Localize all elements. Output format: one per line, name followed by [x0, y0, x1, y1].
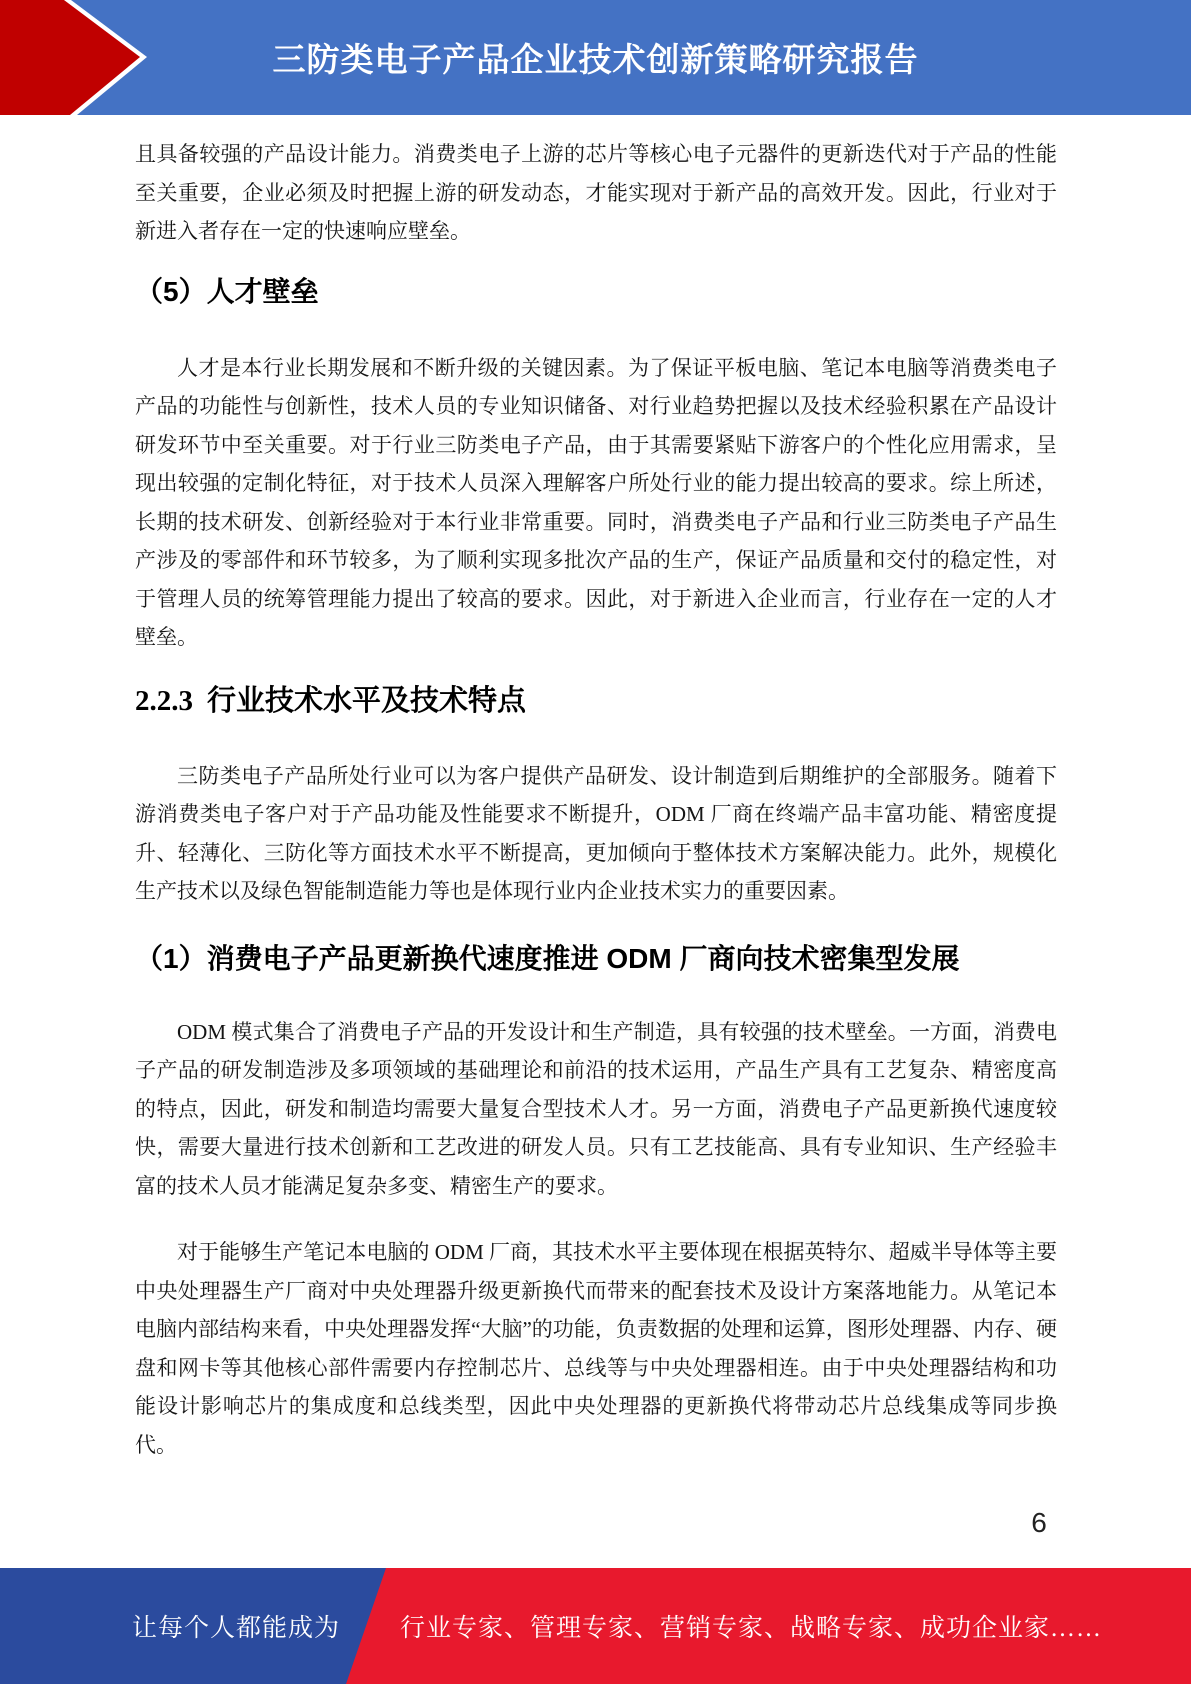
paragraph-intro-continuation: 且具备较强的产品设计能力。消费类电子上游的芯片等核心电子元器件的更新迭代对于产品的性能至关重要，企业必须及时把握上游的研发动态，才能实现对于新产品的高效开发。因此，行业对于新进入者存在一定的快速响应壁垒。 [135, 142, 1057, 243]
heading-odm-upgrade-trend: （1）消费电子产品更新换代速度推进 ODM 厂商向技术密集型发展 [135, 942, 960, 974]
heading-section-text: 行业技术水平及技术特点 [207, 684, 527, 717]
report-title: 三防类电子产品企业技术创新策略研究报告 [272, 41, 919, 78]
paragraph-odm-notebook-cpu: 对于能够生产笔记本电脑的 ODM 厂商，其技术水平主要体现在根据英特尔、超威半导体等主要中央处理器生产厂商对中央处理器升级更新换代而带来的配套技术及设计方案落地能力。从笔记本电脑内部结构来看，中央处理器发挥“大脑”的功能，负责数据的处理和运算，图形处理器、内存、硬盘和网卡等其他核心部件需要内存控制芯片、总线等与中央处理器相连。由于中央处理器结构和功能设计影响芯片的集成度和总线类型，因此中央处理器的更新换代将带动芯片总线集成等同步换代。 [135, 1240, 1057, 1457]
page-footer [0, 1568, 1191, 1684]
page-number: 6 [1031, 1507, 1047, 1538]
paragraph-odm-model: ODM 模式集合了消费电子产品的开发设计和生产制造，具有较强的技术壁垒。一方面，消费电子产品的研发制造涉及多项领域的基础理论和前沿的技术运用，产品生产具有工艺复杂、精密度高的特点，因此，研发和制造均需要大量复合型技术人才。另一方面，消费电子产品更新换代速度较快，需要大量进行技术创新和工艺改进的研发人员。只有工艺技能高、具有专业知识、生产经验丰富的技术人员才能满足复杂多变、精密生产的要求。 [135, 1019, 1057, 1198]
footer-slogan-left: 让每个人都能成为 [131, 1615, 340, 1642]
heading-section-number: 2.2.3 [135, 684, 193, 717]
page-header-banner [0, 0, 1191, 115]
paragraph-talent-barrier: 人才是本行业长期发展和不断升级的关键因素。为了保证平板电脑、笔记本电脑等消费类电子产品的功能性与创新性，技术人员的专业知识储备、对行业趋势把握以及技术经验积累在产品设计研发环节中至关重要。对于行业三防类电子产品，由于其需要紧贴下游客户的个性化应用需求，呈现出较强的定制化特征，对于技术人员深入理解客户所处行业的能力提出较高的要求。综上所述，长期的技术研发、创新经验对于本行业非常重要。同时，消费类电子产品和行业三防类电子产品生产涉及的零部件和环节较多，为了顺利实现多批次产品的生产，保证产品质量和交付的稳定性，对于管理人员的统筹管理能力提出了较高的要求。因此，对于新进入企业而言，行业存在一定的人才壁垒。 [135, 355, 1057, 649]
paragraph-industry-tech: 三防类电子产品所处行业可以为客户提供产品研发、设计制造到后期维护的全部服务。随着下游消费类电子客户对于产品功能及性能要求不断提升，ODM 厂商在终端产品丰富功能、精密度提升、轻薄化、三防化等方面技术水平不断提高，更加倾向于整体技术方案解决能力。此外，规模化生产技术以及绿色智能制造能力等也是体现行业内企业技术实力的重要因素。 [135, 763, 1057, 903]
footer-slogan-right: 行业专家、管理专家、营销专家、战略专家、成功企业家…… [400, 1615, 1103, 1642]
document-body [135, 115, 1057, 1464]
heading-industry-tech-level [135, 683, 1057, 719]
red-right-chevron-icon [0, 0, 160, 115]
heading-talent-barrier: （5）人才壁垒 [135, 275, 319, 307]
